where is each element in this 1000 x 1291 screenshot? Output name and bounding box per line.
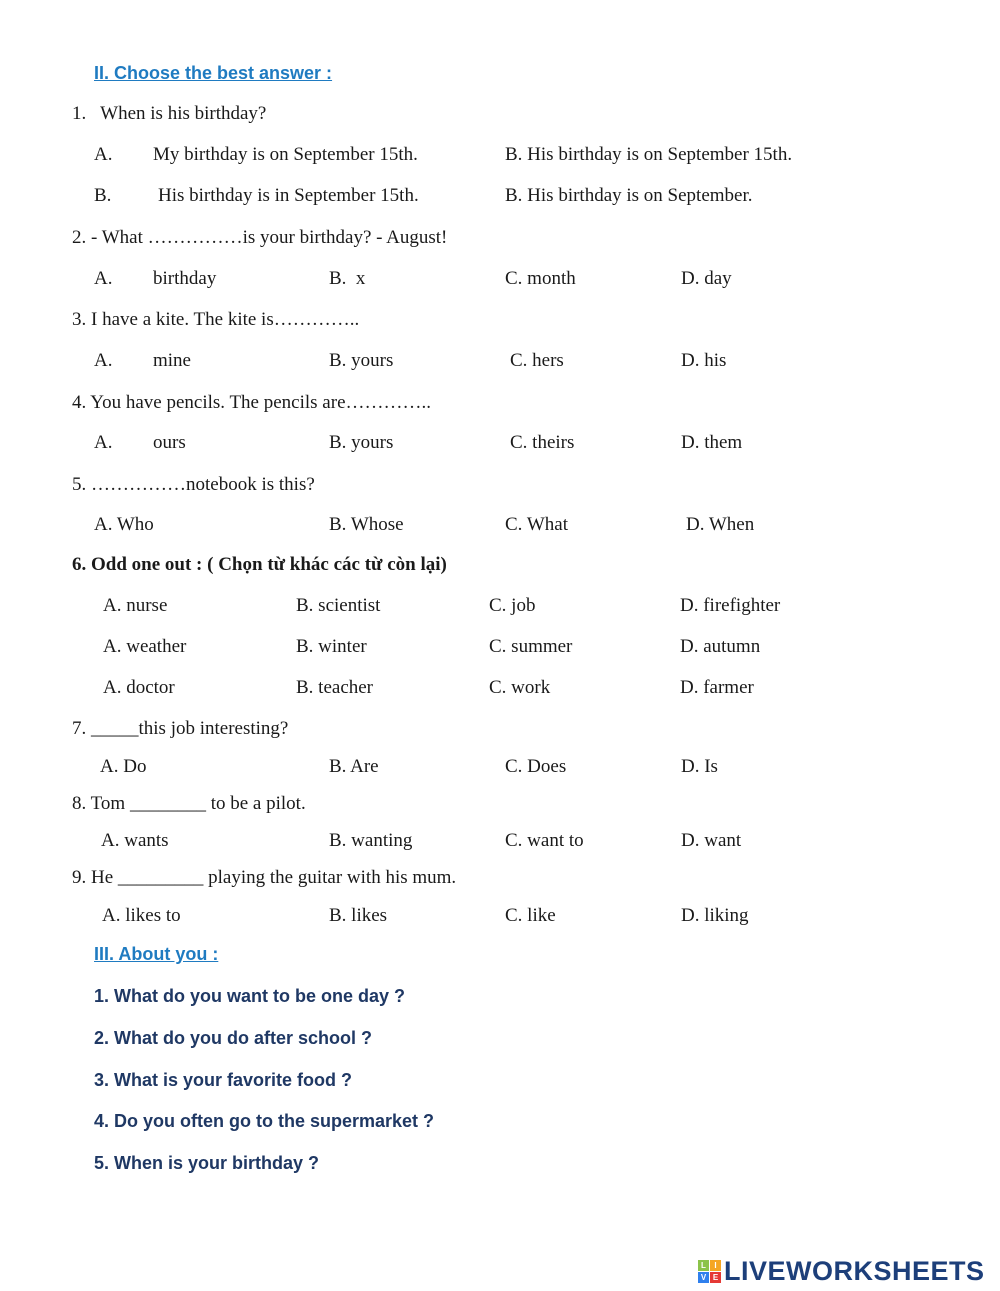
option-b[interactable]: B. yours xyxy=(329,432,394,453)
option-c[interactable]: C. job xyxy=(489,595,536,616)
logo-tiles-icon xyxy=(698,1260,721,1283)
option-b[interactable]: B. teacher xyxy=(296,677,374,698)
logo-tile: V xyxy=(698,1272,709,1283)
option-label: A. xyxy=(94,350,113,371)
option-a[interactable]: A. doctor xyxy=(103,677,175,698)
option-c[interactable]: His birthday is in September 15th. xyxy=(158,185,419,206)
option-d[interactable]: D. his xyxy=(681,350,727,371)
option-b[interactable]: B. His birthday is on September 15th. xyxy=(505,144,793,165)
options-row xyxy=(0,348,1000,374)
options-row xyxy=(0,634,1000,660)
about-question xyxy=(0,1108,1000,1134)
option-a[interactable]: mine xyxy=(153,350,191,371)
option-b[interactable]: B. likes xyxy=(329,905,388,926)
options-row xyxy=(0,266,1000,292)
option-d[interactable]: D. liking xyxy=(681,905,749,926)
question-text: 4. You have pencils. The pencils are………….. xyxy=(72,392,432,413)
option-c[interactable]: C. want to xyxy=(505,830,584,851)
option-a[interactable]: A. Who xyxy=(94,514,154,535)
option-d[interactable]: D. Is xyxy=(681,756,718,777)
option-c[interactable]: C. What xyxy=(505,514,568,535)
option-d[interactable]: D. When xyxy=(686,514,755,535)
question-text: 2. - What ……………is your birthday? - August! xyxy=(72,227,448,248)
option-d[interactable]: B. His birthday is on September. xyxy=(505,185,753,206)
options-row xyxy=(0,903,1000,929)
option-d[interactable]: D. day xyxy=(681,268,732,289)
option-a[interactable]: My birthday is on September 15th. xyxy=(153,144,418,165)
question-5 xyxy=(0,472,1000,498)
options-row xyxy=(0,593,1000,619)
option-d[interactable]: D. firefighter xyxy=(680,595,781,616)
option-label: A. xyxy=(94,144,113,165)
option-b[interactable]: B. wanting xyxy=(329,830,413,851)
option-c[interactable]: C. summer xyxy=(489,636,573,657)
section3-heading-line xyxy=(0,941,1000,967)
options-row xyxy=(0,754,1000,780)
option-c[interactable]: C. like xyxy=(505,905,556,926)
option-a[interactable]: A. likes to xyxy=(102,905,181,926)
question-text: 1. When is his birthday? xyxy=(72,103,267,124)
question-7 xyxy=(0,716,1000,742)
logo-text: LIVEWORKSHEETS xyxy=(724,1255,985,1286)
question-text: 7. _____this job interesting? xyxy=(72,718,289,739)
option-b[interactable]: B. Whose xyxy=(329,514,404,535)
about-question-text: 5. When is your birthday ? xyxy=(94,1153,320,1173)
section2-heading: II. Choose the best answer : xyxy=(94,63,333,83)
options-row xyxy=(0,183,1000,209)
question-1 xyxy=(0,101,1000,127)
option-d[interactable]: D. want xyxy=(681,830,742,851)
about-question-text: 2. What do you do after school ? xyxy=(94,1028,373,1048)
question-3 xyxy=(0,307,1000,333)
about-question xyxy=(0,1150,1000,1176)
options-row xyxy=(0,512,1000,538)
question-text: 8. Tom ________ to be a pilot. xyxy=(72,793,306,814)
section3-heading: III. About you : xyxy=(94,944,219,964)
about-question-text: 1. What do you want to be one day ? xyxy=(94,986,406,1006)
option-label: A. xyxy=(94,432,113,453)
options-row xyxy=(0,430,1000,456)
options-row xyxy=(0,675,1000,701)
question-text: 3. I have a kite. The kite is………….. xyxy=(72,309,360,330)
option-d[interactable]: D. them xyxy=(681,432,743,453)
options-row xyxy=(0,828,1000,854)
option-b[interactable]: B. scientist xyxy=(296,595,381,616)
question-text: 9. He _________ playing the guitar with his mum. xyxy=(72,867,457,888)
about-question xyxy=(0,983,1000,1009)
option-a[interactable]: A. nurse xyxy=(103,595,168,616)
option-c[interactable]: C. theirs xyxy=(510,432,575,453)
question-8 xyxy=(0,791,1000,817)
about-question xyxy=(0,1025,1000,1051)
option-a[interactable]: A. Do xyxy=(100,756,147,777)
about-question-text: 3. What is your favorite food ? xyxy=(94,1070,353,1090)
option-c[interactable]: C. month xyxy=(505,268,576,289)
option-b[interactable]: B. x xyxy=(329,268,366,289)
question-9 xyxy=(0,865,1000,891)
option-label: A. xyxy=(94,268,113,289)
option-b[interactable]: B. Are xyxy=(329,756,379,777)
option-a[interactable]: birthday xyxy=(153,268,217,289)
liveworksheets-logo xyxy=(698,1257,985,1285)
question-2 xyxy=(0,225,1000,251)
option-d[interactable]: D. farmer xyxy=(680,677,754,698)
question-text: 5. ……………notebook is this? xyxy=(72,474,315,495)
about-question xyxy=(0,1067,1000,1093)
option-a[interactable]: A. weather xyxy=(103,636,187,657)
option-d[interactable]: D. autumn xyxy=(680,636,761,657)
options-row xyxy=(0,142,1000,168)
option-c[interactable]: C. hers xyxy=(510,350,564,371)
question-4 xyxy=(0,390,1000,416)
option-b[interactable]: B. winter xyxy=(296,636,367,657)
option-a[interactable]: A. wants xyxy=(101,830,169,851)
option-label: B. xyxy=(94,185,112,206)
about-question-text: 4. Do you often go to the supermarket ? xyxy=(94,1111,435,1131)
option-c[interactable]: C. Does xyxy=(505,756,567,777)
question-text: 6. Odd one out : ( Chọn từ khác các từ còn lại) xyxy=(72,554,447,575)
option-c[interactable]: C. work xyxy=(489,677,551,698)
logo-tile: L xyxy=(698,1260,709,1271)
question-6 xyxy=(0,552,1000,578)
logo-tile: E xyxy=(710,1272,721,1283)
option-b[interactable]: B. yours xyxy=(329,350,394,371)
section2-heading-line xyxy=(0,60,1000,86)
logo-tile: I xyxy=(710,1260,721,1271)
option-a[interactable]: ours xyxy=(153,432,186,453)
